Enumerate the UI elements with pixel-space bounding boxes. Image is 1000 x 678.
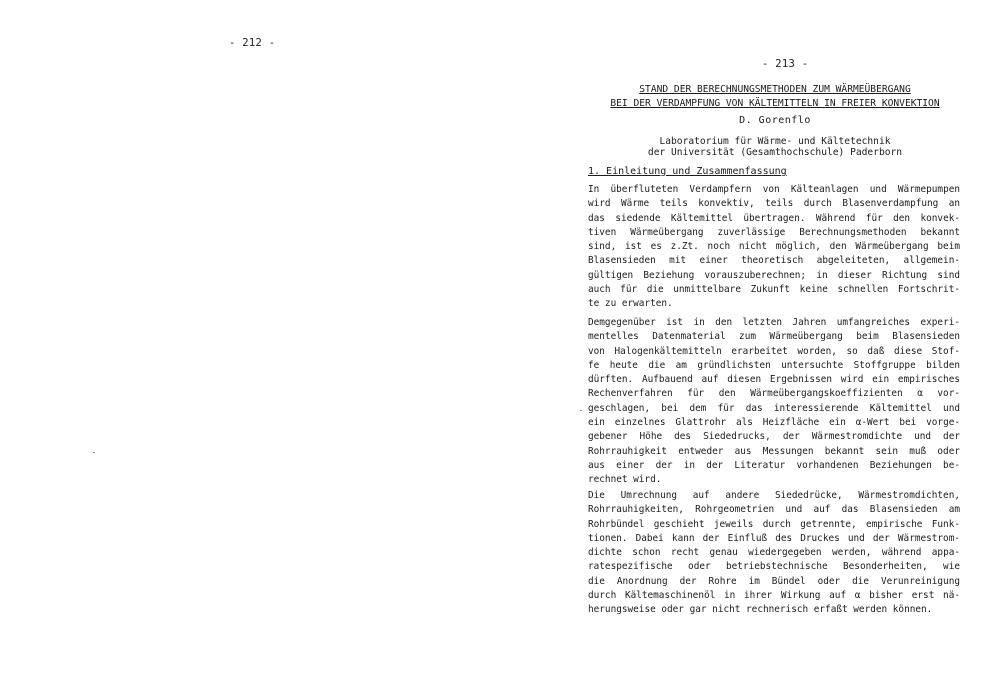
affiliation-line: Laboratorium für Wärme- und Kältetechnik [659, 136, 891, 147]
paragraph [588, 183, 960, 312]
text-line: die Anordnung der Rohre im Bündel oder die Verunreinigung [588, 575, 960, 587]
text-line: fe heute die am gründlichsten untersuchte Stoffgruppe bilden [588, 359, 960, 371]
text-line: sind, ist es z.Zt. noch nicht möglich, den Wärmeübergang beim [588, 241, 960, 253]
text-line: rechnet wird. [588, 474, 662, 486]
text-line: wird Wärme teils konvektiv, teils durch Blasenverdampfung an [588, 198, 960, 210]
title-line: BEI DER VERDAMPFUNG VON KÄLTEMITTELN IN FREIER KONVEKTION [610, 98, 940, 109]
affiliation-line: der Universität (Gesamthochschule) Paderborn [647, 147, 903, 158]
text-line: tiven Wärmeübergang zuverlässige Berechnungsmethoden bekannt [588, 226, 960, 238]
page-number: - 213 - [762, 58, 809, 70]
text-line: geschlagen, bei dem für das interessierende Kältemittel und [588, 402, 960, 414]
text-line: herungsweise oder gar nicht rechnerisch erfaßt werden können. [588, 604, 933, 616]
scan-speck [93, 452, 95, 453]
scan-speck [580, 410, 582, 411]
text-line: Rohrrauhigkeiten, Rohrgeometrien und auf das Blasensieden am [588, 504, 960, 516]
right-page [500, 0, 1000, 678]
text-line: ratespezifische oder betriebstechnische Besonderheiten, wie [588, 561, 960, 573]
section-heading: 1. Einleitung und Zusammenfassung [588, 166, 787, 177]
author-name: D. Gorenflo [739, 115, 811, 126]
text-line: gebener Höhe des Siededrucks, der Wärmestromdichte und der [588, 431, 960, 443]
text-line: von Halogenkältemitteln erarbeitet worden, so daß diese Stof- [588, 345, 960, 357]
paragraph [588, 489, 960, 618]
text-line: Die Umrechnung auf andere Siededrücke, Wärmestromdichten, [588, 490, 960, 501]
text-line: te zu erwarten. [588, 298, 673, 310]
text-line: Rohrbündel geschieht jeweils durch getrennte, empirische Funk- [588, 518, 960, 530]
text-line: dichte schon recht genau wiedergegeben werden, während appa- [588, 547, 960, 559]
text-line: das siedende Kältemittel übertragen. Während für den konvek- [588, 212, 960, 224]
text-line: Rohrrauhigkeit entweder aus Messungen bekannt sein muß oder [588, 445, 960, 457]
text-line: dürften. Aufbauend auf diesen Ergebnissen wird ein empirisches [588, 374, 960, 386]
paragraph [588, 316, 960, 488]
text-line: In überfluteten Verdampfern von Kälteanlagen und Wärmepumpen [588, 184, 960, 195]
title-line: STAND DER BERECHNUNGSMETHODEN ZUM WÄRMEÜBERGANG [639, 84, 911, 95]
article-title [595, 83, 955, 111]
text-line: ein einzelnes Glattrohr als Heizfläche ein α-Wert bei vorge- [588, 417, 960, 429]
text-line: Rechenverfahren für den Wärmeübergangskoeffizienten α vor- [588, 388, 960, 400]
text-line: gültigen Beziehung vorauszuberechnen; in dieser Richtung sind [588, 269, 960, 281]
text-line: mentelles Datenmaterial zum Wärmeübergang beim Blasensieden [588, 331, 960, 343]
text-line: durch Kältemaschinenöl in ihrer Wirkung auf α bisher erst nä- [588, 590, 960, 602]
text-line: aus einer der in der Literatur vorhandenen Beziehungen be- [588, 459, 960, 471]
text-line: Blasensieden mit einer theoretisch abgeleiteten, allgemein- [588, 255, 960, 267]
text-line: Demgegenüber ist in den letzten Jahren umfangreiches experi- [588, 317, 960, 328]
text-line: tionen. Dabei kann der Einfluß des Druckes und der Wärmestrom- [588, 532, 960, 544]
page-number: - 212 - [229, 37, 276, 49]
text-line: auch für die unmittelbare Zukunft keine schnellen Fortschrit- [588, 284, 960, 296]
author-affiliation [595, 136, 955, 158]
